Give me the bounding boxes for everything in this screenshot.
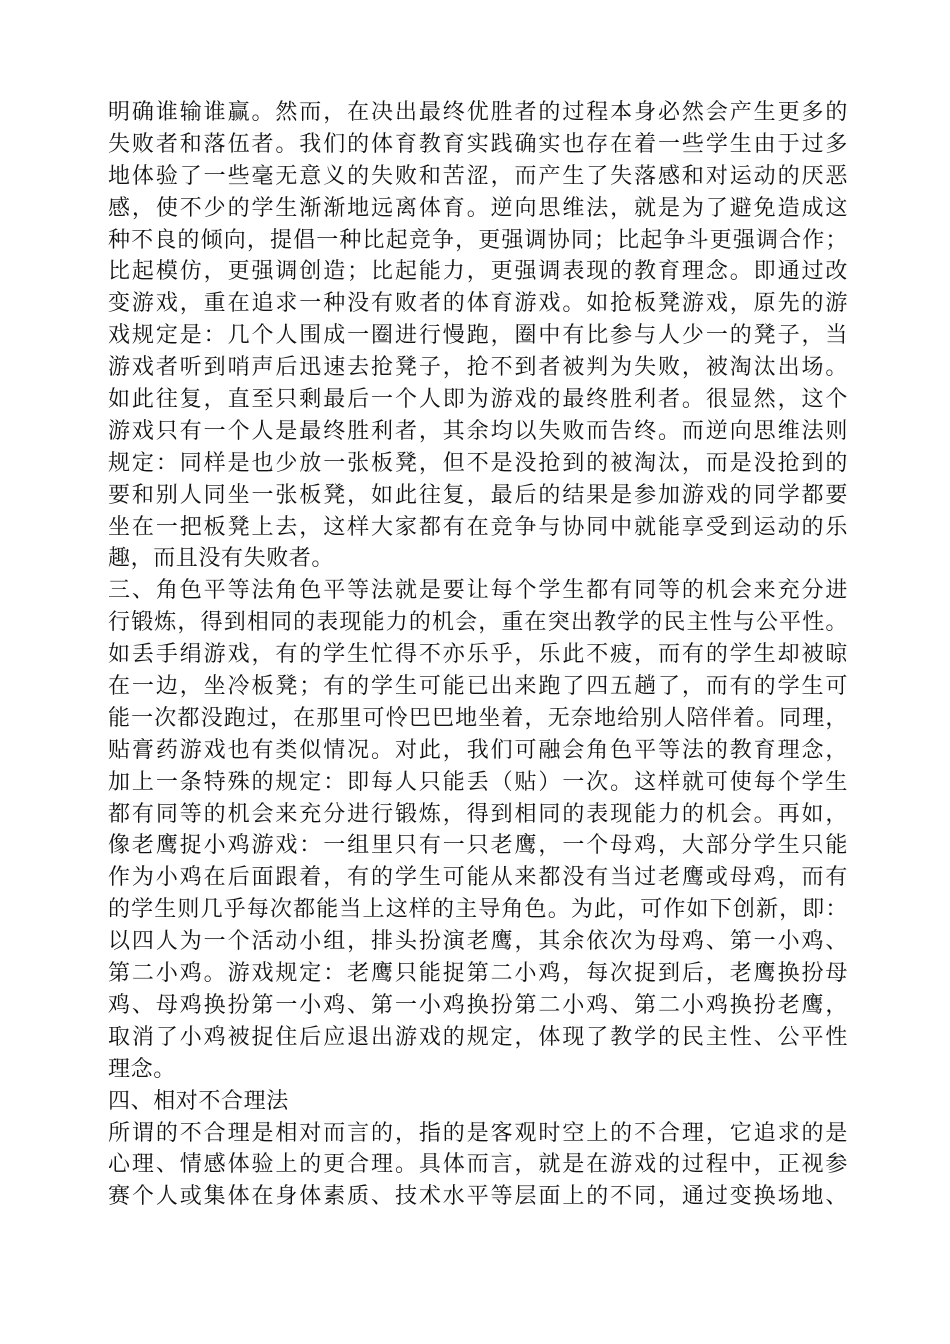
text-line: 规定：同样是也少放一张板凳，但不是没抢到的被淘汰，而是没抢到的: [108, 450, 848, 476]
text-line: 失败者和落伍者。我们的体育教育实践确实也存在着一些学生由于过多: [108, 131, 848, 157]
text-line: 都有同等的机会来充分进行锻炼，得到相同的表现能力的机会。再如，: [108, 801, 848, 827]
text-line: 戏规定是：几个人围成一圈进行慢跑，圈中有比参与人少一的凳子，当: [108, 323, 848, 349]
text-line: 游戏者听到哨声后迅速去抢凳子，抢不到者被判为失败，被淘汰出场。: [108, 355, 848, 381]
text-line: 心理、情感体验上的更合理。具体而言，就是在游戏的过程中，正视参: [108, 1152, 848, 1178]
text-line: 取消了小鸡被捉住后应退出游戏的规定，体现了教学的民主性、公平性: [108, 1024, 848, 1050]
text-line: 像老鹰捉小鸡游戏：一组里只有一只老鹰，一个母鸡，大部分学生只能: [108, 833, 848, 859]
text-line: 第二小鸡。游戏规定：老鹰只能捉第二小鸡，每次捉到后，老鹰换扮母: [108, 961, 848, 987]
text-line: 如此往复，直至只剩最后一个人即为游戏的最终胜利者。很显然，这个: [108, 387, 848, 413]
text-line: 理念。: [108, 1056, 176, 1082]
text-line: 加上一条特殊的规定：即每人只能丢（贴）一次。这样就可使每个学生: [108, 769, 848, 795]
text-line: 四、相对不合理法: [108, 1088, 289, 1114]
text-line: 能一次都没跑过，在那里可怜巴巴地坐着，无奈地给别人陪伴着。同理，: [108, 705, 848, 731]
text-line: 比起模仿，更强调创造；比起能力，更强调表现的教育理念。即通过改: [108, 259, 848, 285]
text-line: 如丢手绢游戏，有的学生忙得不亦乐乎，乐此不疲，而有的学生却被晾: [108, 642, 848, 668]
text-line: 行锻炼，得到相同的表现能力的机会，重在突出教学的民主性与公平性。: [108, 610, 848, 636]
text-line: 作为小鸡在后面跟着，有的学生可能从来都没有当过老鹰或母鸡，而有: [108, 865, 848, 891]
text-line: 赛个人或集体在身体素质、技术水平等层面上的不同，通过变换场地、: [108, 1184, 848, 1210]
text-line: 贴膏药游戏也有类似情况。对此，我们可融会角色平等法的教育理念，: [108, 737, 848, 763]
text-line: 趣，而且没有失败者。: [108, 546, 335, 572]
text-line: 感，使不少的学生渐渐地远离体育。逆向思维法，就是为了避免造成这: [108, 195, 848, 221]
text-line: 鸡、母鸡换扮第一小鸡、第一小鸡换扮第二小鸡、第二小鸡换扮老鹰，: [108, 992, 848, 1018]
text-line: 以四人为一个活动小组，排头扮演老鹰，其余依次为母鸡、第一小鸡、: [108, 929, 848, 955]
text-line: 游戏只有一个人是最终胜利者，其余均以失败而告终。而逆向思维法则: [108, 418, 848, 444]
text-line: 变游戏，重在追求一种没有败者的体育游戏。如抢板凳游戏，原先的游: [108, 291, 848, 317]
text-line: 种不良的倾向，提倡一种比起竞争，更强调协同；比起争斗更强调合作；: [108, 227, 848, 253]
text-line: 明确谁输谁赢。然而，在决出最终优胜者的过程本身必然会产生更多的: [108, 100, 848, 125]
text-line: 三、角色平等法角色平等法就是要让每个学生都有同等的机会来充分进: [108, 578, 848, 604]
text-line: 所谓的不合理是相对而言的，指的是客观时空上的不合理，它追求的是: [108, 1120, 848, 1146]
text-line: 要和别人同坐一张板凳，如此往复，最后的结果是参加游戏的同学都要: [108, 482, 848, 508]
text-line: 地体验了一些毫无意义的失败和苦涩，而产生了失落感和对运动的厌恶: [108, 163, 848, 189]
text-line: 的学生则几乎每次都能当上这样的主导角色。为此，可作如下创新，即：: [108, 897, 848, 923]
document-page: [108, 97, 848, 1213]
text-line: 在一边，坐冷板凳；有的学生可能已出来跑了四五趟了，而有的学生可: [108, 674, 848, 700]
text-line: 坐在一把板凳上去，这样大家都有在竞争与协同中就能享受到运动的乐: [108, 514, 848, 540]
